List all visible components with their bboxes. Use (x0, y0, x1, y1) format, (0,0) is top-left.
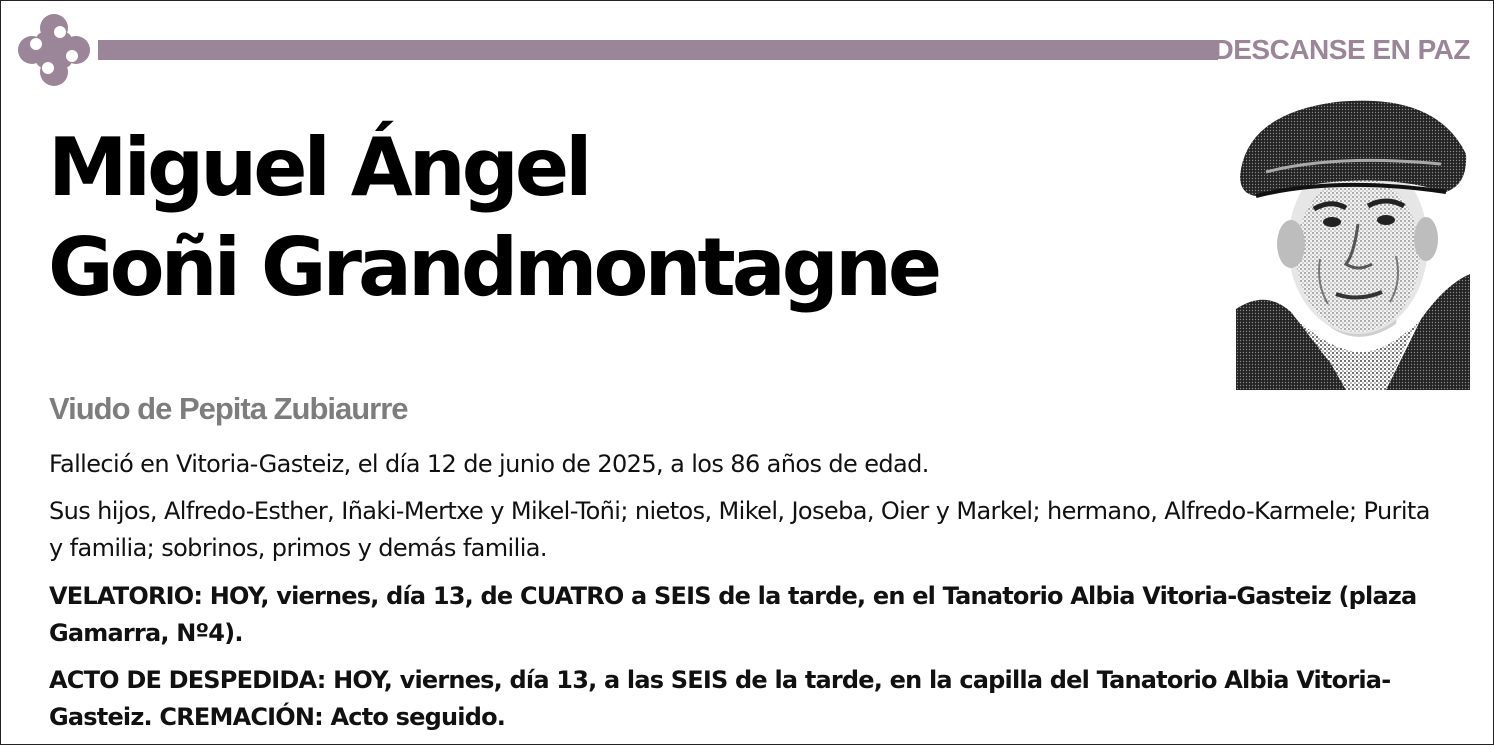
name-line-1: Miguel Ángel (48, 121, 589, 214)
family-text: Sus hijos, Alfredo-Esther, Iñaki-Mertxe y Mikel-Toñi; nietos, Mikel, Joseba, Oier y Markel; hermano, Alfredo-Karmele; Purita y familia; sobrinos, primos y demás familia. (49, 497, 1430, 562)
obituary-header (14, 10, 1480, 90)
despedida-text: ACTO DE DESPEDIDA: HOY, viernes, día 13, a las SEIS de la tarde, en la capilla del Tanatorio Albia Vitoria-Gasteiz. CREMACIÓN: Acto seguido. (49, 666, 1391, 731)
lauburu-icon (14, 10, 94, 90)
header-rule (98, 40, 1218, 60)
widow-subtitle: Viudo de Pepita Zubiaurre (49, 391, 408, 426)
name-line-2: Goñi Grandmontagne (48, 221, 939, 314)
portrait-photo (1236, 84, 1470, 390)
velatorio-text: VELATORIO: HOY, viernes, día 13, de CUATRO a SEIS de la tarde, en el Tanatorio Albia Vitoria-Gasteiz (plaza Gamarra, Nº4). (49, 582, 1417, 647)
deceased-name (48, 118, 1198, 318)
death-notice-text: Falleció en Vitoria-Gasteiz, el día 12 de junio de 2025, a los 86 años de edad. (49, 450, 929, 478)
header-label: DESCANSE EN PAZ (1213, 34, 1470, 65)
